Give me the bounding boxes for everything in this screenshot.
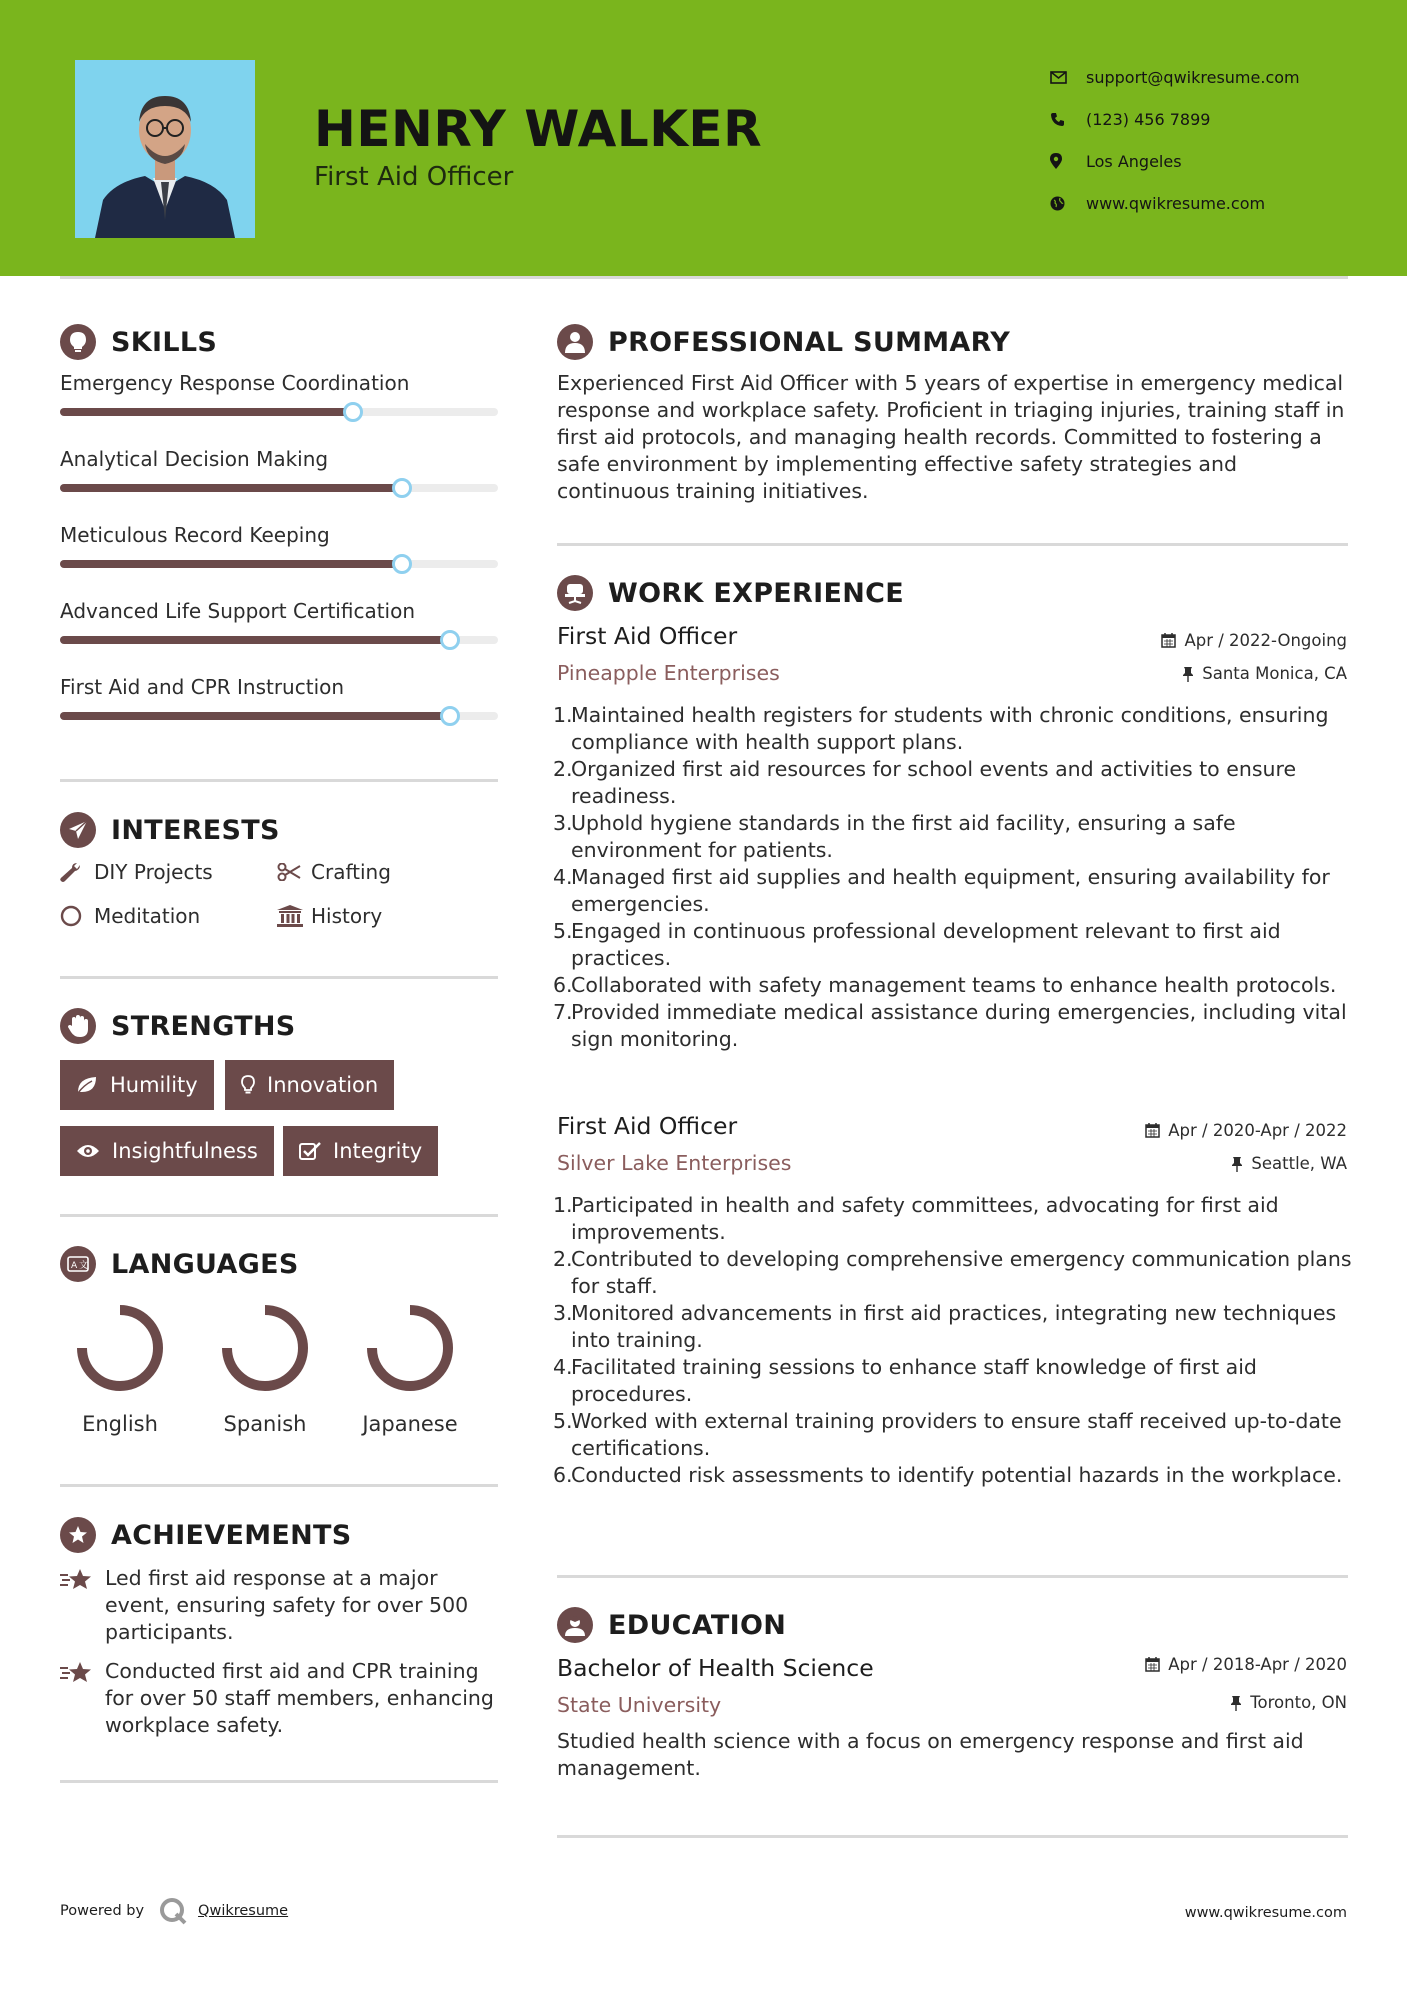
list-item: 2. Organized first aid resources for school events and activities to ensure readiness. <box>553 757 1297 808</box>
check-square-icon <box>299 1141 321 1161</box>
section-divider <box>60 779 498 782</box>
pushpin-icon <box>1231 1156 1243 1172</box>
calendar-icon <box>1145 1123 1160 1138</box>
job-title: First Aid Officer <box>557 1112 738 1140</box>
job-bullet-list <box>553 1192 1357 1489</box>
section-divider <box>557 1835 1348 1838</box>
candidate-name: HENRY WALKER <box>314 100 763 158</box>
achievement-item: Led first aid response at a major event, ensuring safety for over 500 participants. <box>60 1565 500 1646</box>
skill-slider-knob[interactable] <box>392 554 412 574</box>
paper-plane-icon <box>60 812 96 848</box>
profile-photo <box>75 60 255 238</box>
lightbulb-icon <box>60 324 96 360</box>
header-banner <box>0 0 1407 276</box>
skill-bar <box>60 712 498 720</box>
contact-email[interactable]: support@qwikresume.com <box>1050 56 1300 98</box>
contact-list <box>1050 56 1300 224</box>
contact-phone[interactable]: (123) 456 7899 <box>1050 98 1300 140</box>
list-item: 1. Participated in health and safety committees, advocating for first aid improvements. <box>553 1193 1279 1244</box>
map-pin-icon <box>1050 153 1086 169</box>
skill-item: Emergency Response Coordination <box>60 371 498 395</box>
strength-tag: Innovation <box>225 1060 394 1110</box>
job-bullet-list <box>553 702 1357 1053</box>
list-item: 3. Uphold hygiene standards in the first aid facility, ensuring a safe environment for patients. <box>553 811 1236 862</box>
strength-tag: Insightfulness <box>60 1126 274 1176</box>
summary-text: Experienced First Aid Officer with 5 years of expertise in emergency medical response and workplace safety. Proficient in triaging injuries, training staff in first aid protocols, and managing health records. Committed to fostering a safe environment by implementing effective safety strategies and continuous training initiatives. <box>557 371 1345 503</box>
skill-slider-knob[interactable] <box>392 478 412 498</box>
interest-item: DIY Projects <box>60 860 213 884</box>
contact-location: Los Angeles <box>1050 140 1300 182</box>
strength-tag: Humility <box>60 1060 214 1110</box>
list-item: 1. Maintained health registers for students with chronic conditions, ensuring compliance with health support plans. <box>553 703 1329 754</box>
list-item: 4. Managed first aid supplies and health equipment, ensuring availability for emergencies. <box>553 865 1330 916</box>
achievement-item: Conducted first aid and CPR training for over 50 staff members, enhancing workplace safety. <box>60 1658 500 1739</box>
skill-bar <box>60 408 498 416</box>
footer-powered-by: Powered by Qwikresume <box>60 1896 288 1926</box>
section-divider <box>557 1575 1348 1578</box>
interest-item: History <box>277 904 382 928</box>
pushpin-icon <box>1182 666 1194 682</box>
job-date: Apr / 2020-Apr / 2022 <box>1145 1121 1347 1140</box>
language-level-ring <box>205 1298 325 1398</box>
skill-slider-knob[interactable] <box>440 706 460 726</box>
section-divider <box>60 1214 498 1217</box>
job-location: Santa Monica, CA <box>1182 664 1347 683</box>
envelope-icon <box>1050 71 1086 84</box>
qwikresume-logo-icon <box>158 1896 188 1926</box>
job-company: Pineapple Enterprises <box>557 661 780 685</box>
achievements-heading: ACHIEVEMENTS <box>60 1517 352 1553</box>
language-item: English <box>60 1298 180 1436</box>
summary-heading: PROFESSIONAL SUMMARY <box>557 324 1010 360</box>
strengths-heading: STRENGTHS <box>60 1008 296 1044</box>
language-item: Spanish <box>205 1298 325 1436</box>
svg-text:文: 文 <box>79 1261 89 1271</box>
section-divider <box>60 976 498 979</box>
education-heading: EDUCATION <box>557 1607 786 1643</box>
education-description: Studied health science with a focus on emergency response and first aid management. <box>557 1729 1304 1780</box>
section-divider <box>60 1484 498 1487</box>
calendar-icon <box>1161 633 1176 648</box>
contact-website[interactable]: www.qwikresume.com <box>1050 182 1300 224</box>
interest-item: Crafting <box>277 860 391 884</box>
education-degree: Bachelor of Health Science <box>557 1654 874 1682</box>
wrench-icon <box>60 861 94 883</box>
language-level-ring <box>350 1298 470 1398</box>
calendar-icon <box>1145 1657 1160 1672</box>
skill-item: Meticulous Record Keeping <box>60 523 498 547</box>
skill-bar <box>60 560 498 568</box>
list-item: 5. Engaged in continuous professional development relevant to first aid practices. <box>553 919 1281 970</box>
language-icon <box>60 1246 96 1282</box>
phone-icon <box>1050 112 1086 127</box>
eye-icon <box>76 1143 100 1159</box>
list-item: 6. Conducted risk assessments to identify potential hazards in the workplace. <box>553 1463 1343 1487</box>
skill-bar <box>60 636 498 644</box>
lightbulb-icon <box>241 1075 255 1095</box>
skills-heading: SKILLS <box>60 324 217 360</box>
list-item: 5. Worked with external training providers to ensure staff received up-to-date certifications. <box>553 1409 1342 1460</box>
skill-slider-knob[interactable] <box>440 630 460 650</box>
list-item: 3. Monitored advancements in first aid practices, integrating new techniques into training. <box>553 1301 1337 1352</box>
job-location: Seattle, WA <box>1231 1154 1347 1173</box>
circle-icon <box>60 905 94 927</box>
candidate-title: First Aid Officer <box>314 162 514 192</box>
svg-text:A: A <box>71 1261 78 1271</box>
skill-item: Analytical Decision Making <box>60 447 498 471</box>
hand-icon <box>60 1008 96 1044</box>
star-icon <box>60 1565 105 1646</box>
interest-item: Meditation <box>60 904 200 928</box>
list-item: 7. Provided immediate medical assistance during emergencies, including vital sign monitoring. <box>553 1000 1347 1051</box>
education-location: Toronto, ON <box>1230 1693 1347 1712</box>
museum-icon <box>277 905 311 927</box>
interests-heading: INTERESTS <box>60 812 280 848</box>
user-icon <box>557 324 593 360</box>
job-title: First Aid Officer <box>557 622 738 650</box>
skill-item: First Aid and CPR Instruction <box>60 675 498 699</box>
qwikresume-link[interactable]: Qwikresume <box>198 1903 289 1919</box>
education-date: Apr / 2018-Apr / 2020 <box>1145 1655 1347 1674</box>
graduate-icon <box>557 1607 593 1643</box>
skill-item: Advanced Life Support Certification <box>60 599 498 623</box>
footer-website[interactable]: www.qwikresume.com <box>1184 1905 1347 1921</box>
education-school: State University <box>557 1693 722 1717</box>
experience-heading: WORK EXPERIENCE <box>557 575 904 611</box>
language-item: Japanese <box>350 1298 470 1436</box>
scissors-icon <box>277 863 311 881</box>
star-icon <box>60 1658 105 1739</box>
briefcase-chair-icon <box>557 575 593 611</box>
globe-icon <box>1050 196 1086 211</box>
job-date: Apr / 2022-Ongoing <box>1161 631 1347 650</box>
section-divider <box>60 1780 498 1783</box>
skill-slider-knob[interactable] <box>343 402 363 422</box>
star-badge-icon <box>60 1517 96 1553</box>
list-item: 2. Contributed to developing comprehensive emergency communication plans for staff. <box>553 1247 1352 1298</box>
skill-bar <box>60 484 498 492</box>
languages-heading: A 文 LANGUAGES <box>60 1246 299 1282</box>
leaf-icon <box>76 1076 98 1094</box>
header-divider <box>60 276 1348 279</box>
section-divider <box>557 543 1348 546</box>
language-level-ring <box>60 1298 180 1398</box>
list-item: 4. Facilitated training sessions to enhance staff knowledge of first aid procedures. <box>553 1355 1257 1406</box>
pushpin-icon <box>1230 1695 1242 1711</box>
job-company: Silver Lake Enterprises <box>557 1151 792 1175</box>
list-item: 6. Collaborated with safety management teams to enhance health protocols. <box>553 973 1337 997</box>
strength-tag: Integrity <box>283 1126 438 1176</box>
